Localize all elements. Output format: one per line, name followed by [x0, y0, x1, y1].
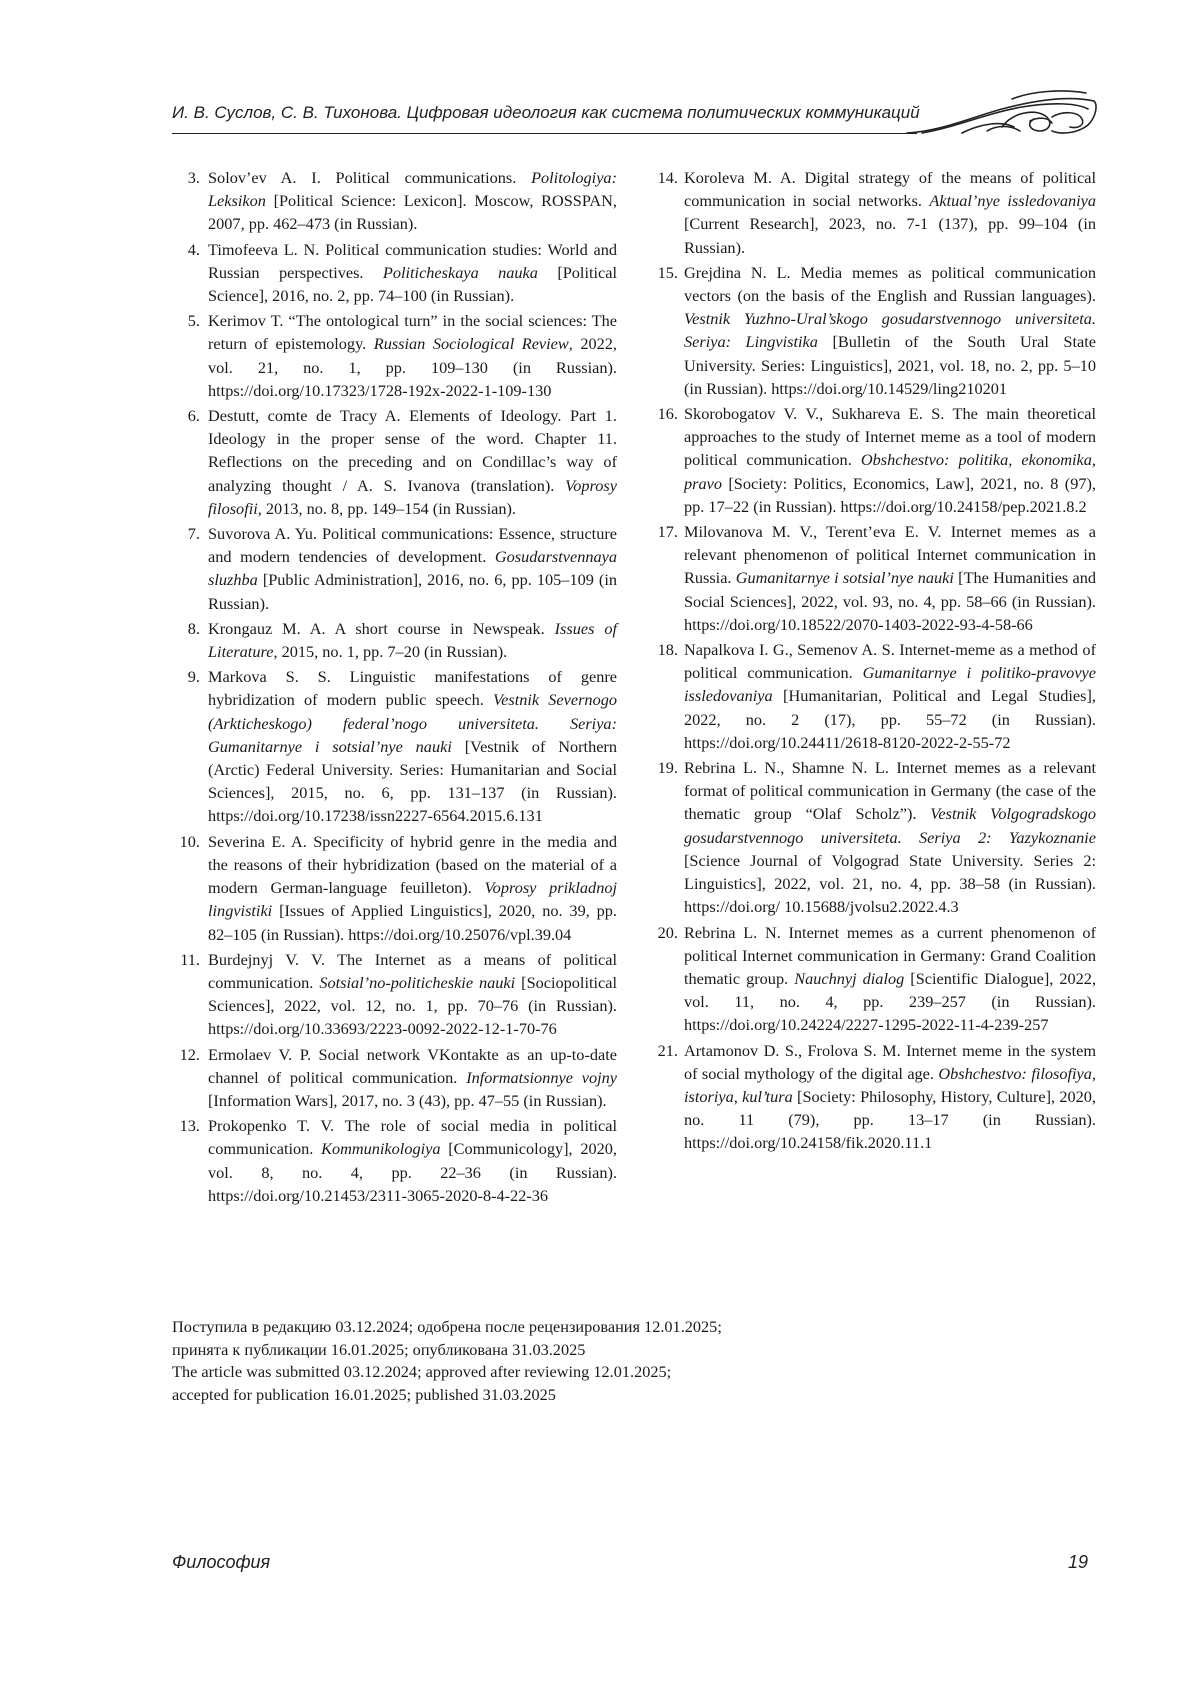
reference-text-part: [Society: Philosophy, History, Culture], 2020, no. 11 (79), pp. 13–17 (in Russian). https://doi.org/10.24158/fik.2020.11.1: [684, 1086, 1096, 1153]
reference-text-part: [Current Research], 2023, no. 7-1 (137), pp. 99–104 (in Russian).: [684, 214, 1096, 257]
reference-source-title: Informatsionnye vojny: [466, 1067, 618, 1087]
reference-text-part: Rebrina L. N., Shamne N. L. Internet memes as a relevant format of political communication in Germany (the case of the thematic group “Olaf Scholz”).: [684, 758, 1096, 824]
reference-source-title: Aktual’nye issledovaniya: [929, 191, 1096, 211]
references-column-right: [648, 166, 1096, 1157]
reference-text-part: , 2015, no. 1, pp. 7–20 (in Russian).: [273, 642, 508, 662]
reference-item: [648, 921, 1096, 1037]
reference-item: [172, 309, 617, 402]
reference-item: [172, 166, 617, 236]
footer-section-title: Философия: [172, 1552, 271, 1572]
reference-source-title: Nauchnyj dialog: [794, 968, 905, 988]
running-title: И. В. Суслов, С. В. Тихонова. Цифровая идеология как система политических коммуникаций: [172, 103, 920, 122]
reference-text-part: [Issues of Applied Linguistics], 2020, no. 39, pp. 82–105 (in Russian). https://doi.org/10.25076/vpl.39.04: [208, 901, 617, 944]
reference-text-part: Krongauz M. A. A short course in Newspeak.: [208, 618, 555, 638]
reference-number: 3.: [187, 168, 200, 187]
reference-text-part: Kerimov T. “The ontological turn” in the social sciences: The return of epistemology.: [208, 311, 617, 354]
running-header: [172, 101, 1097, 141]
dates-line: The article was submitted 03.12.2024; approved after reviewing 12.01.2025;: [172, 1362, 672, 1381]
reference-source-title: Vestnik Volgogradskogo gosudarstvennogo universiteta. Seriya 2: Yazykoznanie: [684, 804, 1097, 847]
reference-text-part: Suvorova A. Yu. Political communications: Essence, structure and modern tendencies of development.: [208, 524, 617, 567]
reference-text-part: [Sociopolitical Sciences], 2022, vol. 12, no. 1, pp. 70–76 (in Russian). https://doi.org/10.33693/2223-0092-2022-12-1-70-76: [208, 972, 618, 1039]
reference-text-part: Ermolaev V. P. Social network VKontakte as an up-to-date channel of political communication.: [208, 1044, 617, 1087]
reference-text-part: Skorobogatov V. V., Sukhareva E. S. The main theoretical approaches to the study of Internet meme as a tool of modern political communication.: [684, 404, 1096, 470]
reference-source-title: Gosudarstvennaya sluzhba: [208, 547, 617, 590]
reference-source-title: Voprosy filosofii: [208, 475, 617, 518]
reference-text: [200, 1114, 617, 1207]
reference-text: [200, 830, 617, 946]
reference-text-part: Markova S. S. Linguistic manifestations of genre hybridization of modern public speech.: [208, 667, 617, 710]
reference-text-part: [Humanitarian, Political and Legal Studies], 2022, no. 2 (17), pp. 55–72 (in Russian). https://doi.org/10.24411/2618-8120-2022-2-55-72: [684, 686, 1096, 752]
reference-item: [648, 756, 1096, 918]
reference-number: 16.: [657, 404, 678, 424]
reference-number: 19.: [657, 758, 678, 778]
reference-text-part: Burdejnyj V. V. The Internet as a means of political communication.: [208, 949, 617, 992]
reference-text-part: [Society: Politics, Economics, Law], 2021, no. 8 (97), pp. 17–22 (in Russian). https://doi.org/10.24158/pep.2021.8.2: [684, 473, 1096, 516]
reference-item: [172, 238, 617, 308]
reference-item: [648, 166, 1096, 259]
reference-item: [172, 830, 617, 946]
reference-item: [648, 638, 1096, 754]
reference-text-part: Koroleva M. A. Digital strategy of the means of political communication in social networks.: [684, 168, 1096, 211]
reference-number: 8.: [187, 618, 200, 638]
reference-text-part: [Scientific Dialogue], 2022, vol. 11, no. 4, pp. 239–257 (in Russian). https://doi.org/10.24224/2227-1295-2022-11-4-239-257: [684, 968, 1097, 1035]
reference-text: [200, 1043, 617, 1113]
reference-text-part: Grejdina N. L. Media memes as political communication vectors (on the basis of the English and Russian languages).: [684, 262, 1096, 306]
reference-text-part: [Public Administration], 2016, no. 6, pp. 105–109 (in Russian).: [208, 570, 617, 613]
reference-item: [172, 665, 617, 827]
reference-text-part: Solov’ev A. I. Political communications.: [208, 168, 532, 187]
reference-text: [678, 166, 1096, 259]
reference-source-title: Russian Sociological Review: [373, 334, 569, 354]
article-dates: [172, 1316, 972, 1406]
reference-text-part: Milovanova M. V., Terent’eva E. V. Internet memes as a relevant phenomenon of political Internet communication in Russia.: [684, 522, 1096, 588]
reference-number: 11.: [180, 949, 200, 969]
reference-item: [648, 520, 1096, 636]
reference-text-part: [Communicology], 2020, vol. 8, no. 4, pp. 22–36 (in Russian). https://doi.org/10.21453/2311-3065-2020-8-4-22-36: [208, 1139, 617, 1205]
reference-text: [200, 238, 617, 308]
reference-number: 21.: [657, 1040, 678, 1060]
reference-text-part: [Bulletin of the South Ural State University. Series: Linguistics], 2021, vol. 18, no. 2, pp. 5–10 (in Russian). https://doi.org/10.14529/ling210201: [684, 332, 1096, 398]
reference-text: [678, 638, 1096, 754]
reference-text-part: , 2022, vol. 21, no. 1, pp. 109–130 (in Russian). https://doi.org/10.17323/1728-192x-2022-1-109-130: [208, 334, 617, 400]
reference-text: [678, 520, 1096, 636]
reference-text: [200, 617, 617, 663]
reference-source-title: Vestnik Yuzhno-Ural’skogo gosudarstvennogo universiteta. Seriya: Lingvistika: [684, 309, 1096, 352]
reference-item: [172, 1114, 617, 1207]
reference-source-title: Politicheskaya nauka: [382, 262, 538, 282]
reference-text-part: Napalkova I. G., Semenov A. S. Internet-meme as a method of political communication.: [684, 640, 1096, 683]
reference-number: 6.: [187, 406, 200, 426]
reference-text-part: Artamonov D. S., Frolova S. M. Internet meme in the system of social mythology of the digital age.: [684, 1040, 1096, 1083]
reference-number: 20.: [657, 922, 678, 942]
reference-text: [200, 665, 617, 827]
reference-text: [678, 921, 1096, 1037]
reference-text-part: Prokopenko T. V. The role of social media in political communication.: [208, 1116, 617, 1159]
reference-text: [200, 404, 617, 520]
reference-number: 15.: [657, 262, 678, 282]
reference-source-title: Issues of Literature: [208, 618, 618, 662]
reference-text: [200, 166, 617, 236]
reference-item: [172, 617, 617, 663]
reference-source-title: Kommunikologiya: [321, 1139, 441, 1159]
references-column-left: [172, 166, 617, 1209]
dates-line: Поступила в редакцию 03.12.2024; одобрена после рецензирования 12.01.2025;: [172, 1317, 722, 1336]
reference-number: 7.: [187, 524, 200, 544]
reference-text-part: Destutt, comte de Tracy A. Elements of Ideology. Part 1. Ideology in the proper sense of the word. Chapter 11. Reflections on the preceding and on Condillac’s way of analyzing thought / A. S. Ivanova (translation).: [208, 406, 617, 495]
reference-number: 12.: [179, 1044, 200, 1064]
reference-text-part: [Vestnik of Northern (Arctic) Federal University. Series: Humanitarian and Social Sciences], 2015, no. 6, pp. 131–137 (in Russian). https://doi.org/10.17238/issn2227-6564.2015.6.131: [208, 736, 617, 826]
page-number: 19: [1068, 1552, 1089, 1572]
reference-item: [172, 522, 617, 615]
reference-text-part: Timofeeva L. N. Political communication studies: World and Russian perspectives.: [208, 239, 617, 282]
dates-line: accepted for publication 16.01.2025; published 31.03.2025: [172, 1384, 556, 1404]
reference-text-part: [Science Journal of Volgograd State University. Series 2: Linguistics], 2022, vol. 21, no. 4, pp. 38–58 (in Russian). https://doi.org/ 10.15688/jvolsu2.2022.4.3: [684, 850, 1096, 917]
reference-source-title: Politologiya: Leksikon: [208, 168, 617, 211]
reference-text-part: [The Humanities and Social Sciences], 2022, vol. 93, no. 4, pp. 58–66 (in Russian). https://doi.org/10.18522/2070-1403-2022-93-4-58-66: [684, 568, 1096, 634]
reference-text-part: [Political Science], 2016, no. 2, pp. 74–100 (in Russian).: [208, 262, 617, 306]
reference-source-title: Voprosy prikladnoj lingvistiki: [208, 878, 618, 921]
reference-number: 10.: [179, 831, 200, 851]
reference-item: [648, 261, 1096, 400]
reference-source-title: Gumanitarnye i politiko-pravovye issledovaniya: [684, 663, 1097, 706]
reference-item: [648, 402, 1096, 518]
header-rule: [172, 133, 917, 134]
reference-text: [678, 261, 1096, 400]
ornament-icon: [902, 87, 1102, 139]
reference-text: [678, 402, 1096, 518]
reference-text: [678, 1039, 1096, 1155]
reference-item: [172, 948, 617, 1041]
reference-text-part: Rebrina L. N. Internet memes as a current phenomenon of political Internet communication in Germany: Grand Coalition thematic group.: [684, 922, 1096, 988]
reference-text: [200, 948, 617, 1041]
dates-line: принята к публикации 16.01.2025; опубликована 31.03.2025: [172, 1339, 586, 1359]
reference-number: 4.: [187, 239, 200, 259]
reference-text-part: [Information Wars], 2017, no. 3 (43), pp. 47–55 (in Russian).: [208, 1090, 607, 1110]
reference-number: 18.: [657, 640, 678, 660]
reference-text-part: Severina E. A. Specificity of hybrid genre in the media and the reasons of their hybridization (based on the material of a modern German-language feuilleton).: [208, 831, 617, 898]
reference-text: [678, 756, 1096, 918]
reference-item: [648, 1039, 1096, 1155]
reference-text: [200, 522, 617, 615]
reference-source-title: Obshchestvo: filosofiya, istoriya, kul’tura: [684, 1063, 1096, 1106]
reference-number: 17.: [657, 522, 678, 542]
reference-source-title: Sotsial’no-politicheskie nauki: [319, 972, 516, 992]
reference-text-part: , 2013, no. 8, pp. 149–154 (in Russian).: [257, 498, 516, 518]
reference-number: 5.: [187, 311, 200, 331]
reference-item: [172, 404, 617, 520]
reference-number: 9.: [187, 667, 200, 687]
reference-source-title: Vestnik Severnogo (Arkticheskogo) federal’nogo universiteta. Seriya: Gumanitarnye i sotsial’nye nauki: [208, 690, 617, 756]
reference-number: 13.: [179, 1116, 200, 1136]
reference-item: [172, 1043, 617, 1113]
reference-text-part: [Political Science: Lexicon]. Moscow, ROSSPAN, 2007, pp. 462–473 (in Russian).: [208, 191, 617, 234]
reference-source-title: Gumanitarnye i sotsial’nye nauki: [735, 568, 954, 588]
reference-text: [200, 309, 617, 402]
reference-source-title: Obshchestvo: politika, ekonomika, pravo: [684, 450, 1096, 493]
reference-number: 14.: [657, 168, 678, 187]
